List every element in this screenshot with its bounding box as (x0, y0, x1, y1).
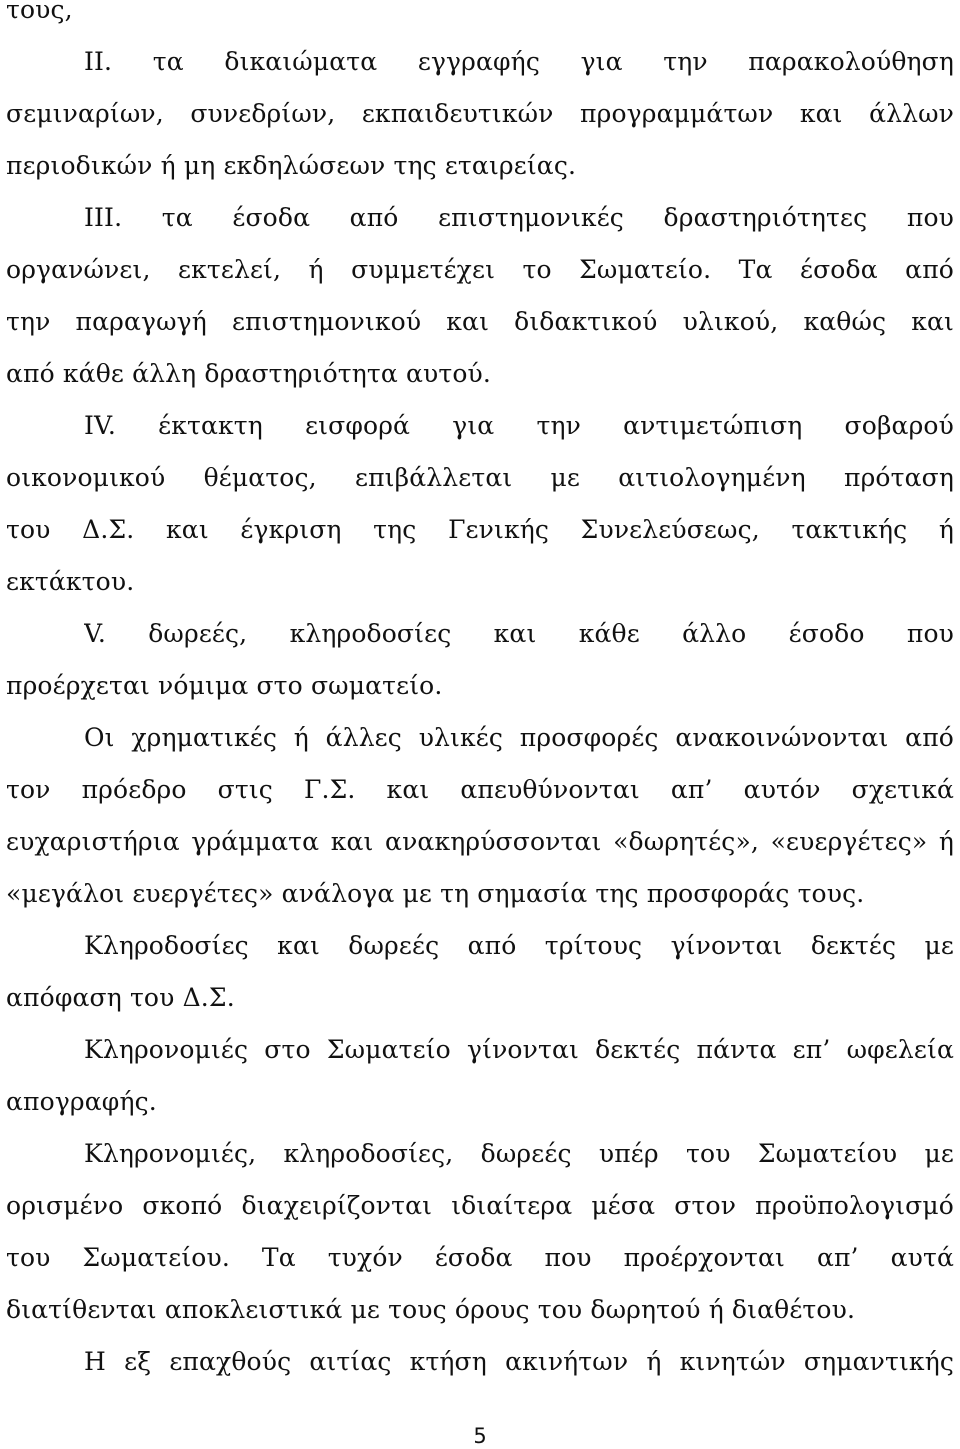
text-line: οργανώνει, εκτελεί, ή συμμετέχει το Σωματείο. Τα έσοδα από (6, 255, 954, 284)
text-line: εκτάκτου. (6, 567, 135, 596)
text-line: ευχαριστήρια γράμματα και ανακηρύσσονται «δωρητές», «ευεργέτες» ή (6, 827, 954, 856)
text-line: απογραφής. (6, 1087, 157, 1116)
text-line: ΙΙΙ. τα έσοδα από επιστημονικές δραστηριότητες που (84, 203, 954, 232)
text-line: τους, (6, 0, 73, 24)
text-line: Η εξ επαχθούς αιτίας κτήση ακινήτων ή κινητών σημαντικής (84, 1347, 954, 1376)
text-line: του Δ.Σ. και έγκριση της Γενικής Συνελεύσεως, τακτικής ή (6, 515, 954, 544)
text-line: σεμιναρίων, συνεδρίων, εκπαιδευτικών προγραμμάτων και άλλων (6, 99, 954, 128)
text-line: ορισμένο σκοπό διαχειρίζονται ιδιαίτερα μέσα στον προϋπολογισμό (6, 1191, 954, 1220)
text-line: Κληρονομιές στο Σωματείο γίνονται δεκτές πάντα επ’ ωφελεία (84, 1035, 954, 1064)
text-line: Κληρονομιές, κληροδοσίες, δωρεές υπέρ του Σωματείου με (84, 1139, 954, 1168)
text-line: απόφαση του Δ.Σ. (6, 983, 235, 1012)
text-line: ΙV. έκτακτη εισφορά για την αντιμετώπιση σοβαρού (84, 411, 954, 440)
text-line: προέρχεται νόμιμα στο σωματείο. (6, 671, 443, 700)
text-line: Οι χρηματικές ή άλλες υλικές προσφορές ανακοινώνονται από (84, 723, 954, 752)
text-line: Κληροδοσίες και δωρεές από τρίτους γίνονται δεκτές με (84, 931, 954, 960)
text-line: τον πρόεδρο στις Γ.Σ. και απευθύνονται απ’ αυτόν σχετικά (6, 775, 954, 804)
text-line: V. δωρεές, κληροδοσίες και κάθε άλλο έσοδο που (84, 619, 954, 648)
text-line: διατίθενται αποκλειστικά με τους όρους του δωρητού ή διαθέτου. (6, 1295, 856, 1324)
text-line: ΙΙ. τα δικαιώματα εγγραφής για την παρακολούθηση (84, 47, 954, 76)
text-line: του Σωματείου. Τα τυχόν έσοδα που προέρχονται απ’ αυτά (6, 1243, 954, 1272)
text-line: από κάθε άλλη δραστηριότητα αυτού. (6, 359, 491, 388)
text-line: οικονομικού θέματος, επιβάλλεται με αιτιολογημένη πρόταση (6, 463, 954, 492)
text-line: «μεγάλοι ευεργέτες» ανάλογα με τη σημασία της προσφοράς τους. (6, 879, 865, 908)
text-line: περιοδικών ή μη εκδηλώσεων της εταιρείας. (6, 151, 577, 180)
page-number: 5 (473, 1424, 487, 1448)
text-line: την παραγωγή επιστημονικού και διδακτικού υλικού, καθώς και (6, 307, 954, 336)
